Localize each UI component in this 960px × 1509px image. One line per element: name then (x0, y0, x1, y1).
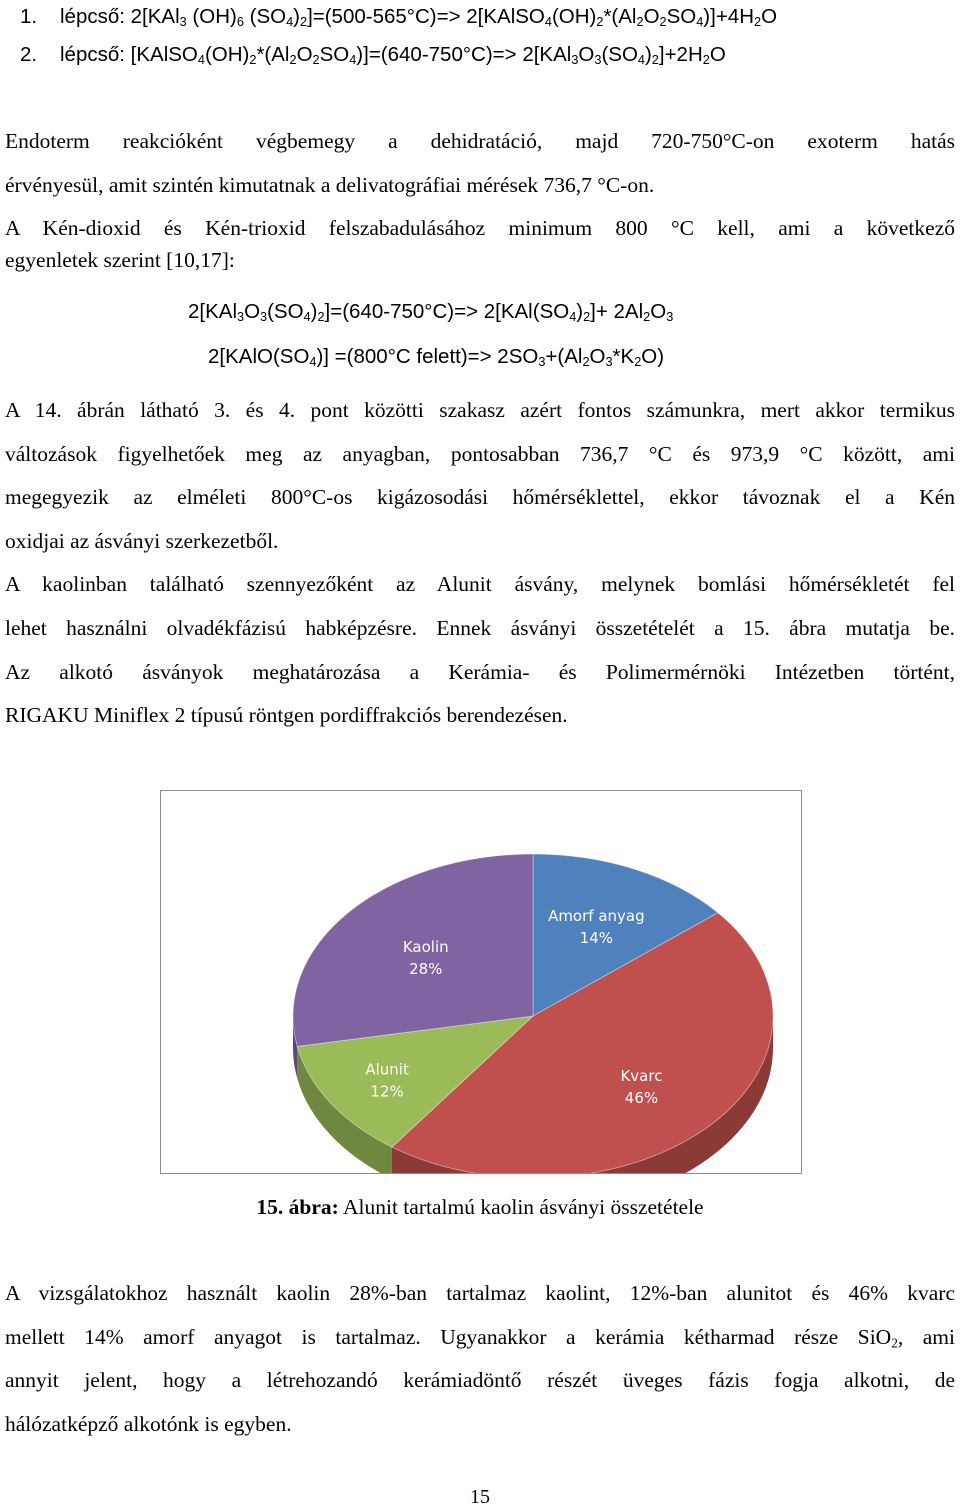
text-line: Endoterm reakcióként végbemegy a dehidratáció, majd 720-750°C-on exoterm hatás (5, 129, 955, 153)
text-line: Az alkotó ásványok meghatározása a Kerámia- és Polimermérnöki Intézetben történt, (5, 659, 955, 684)
text-line: A Kén-dioxid és Kén-trioxid felszabadulásához minimum 800 °C kell, ami a következő (5, 216, 955, 240)
step-2 (20, 43, 726, 67)
step-number: 2. (20, 43, 38, 66)
equation-1: $2[KAl_3O_3(SO_4)_2]=(640-750^\circ C)=> 2[KAl(SO_4)_2]+ 2Al_2O_3$ (188, 300, 674, 325)
text-line: oxidjai az ásványi szerkezetből. (5, 528, 279, 553)
text-line: A 14. ábrán látható 3. és 4. pont közötti szakasz azért fontos számunkra, mert akkor termikus (5, 398, 955, 422)
paragraph-ken-oxid (5, 207, 955, 282)
paragraph-endoterm (5, 120, 955, 207)
slice-label-kaolin: Kaolin (402, 938, 449, 957)
text-line: egyenletek szerint [10,17]: (5, 247, 235, 272)
text-line: RIGAKU Miniflex 2 típusú röntgen pordiffrakciós berendezésen. (5, 703, 568, 728)
slice-label-amorf-anyag: Amorf anyag (548, 907, 645, 926)
text-line: érvényesül, amit szintén kimutatnak a delivatográfiai mérések 736,7 °C-on. (5, 172, 655, 197)
slice-value-amorf-anyag: 14% (579, 929, 614, 948)
text-line: mellett 14% amorf anyagot is tartalmaz. Ugyanakkor a kerámia kétharmad része SiO$_2$, ami (5, 1324, 955, 1350)
step-formula: lépcső: 2[KAl$_3$ $(OH)_6$ $(SO_4)_2]=(500-565^\circ C)=>$ $2[KAlSO_4(OH)_2*(Al_2O_2SO_4)]+4H_2O$ (60, 5, 778, 30)
figure-caption (0, 1194, 960, 1220)
step-formula: lépcső: $[KAlSO_4(OH)_2*(Al_2O_2SO_4)]=(640-750^\circ C)=> 2[KAl_3O_3(SO_4)_2]+2H_2O$ (60, 43, 726, 68)
text-line: megegyezik az elméleti 800°C-os kigázosodási hőmérséklettel, ekkor távoznak el a Kén (5, 485, 955, 510)
paragraph-main (5, 389, 955, 738)
slice-label-alunit: Alunit (365, 1060, 409, 1079)
text-line: hálózatképző alkotónk is egyben. (5, 1411, 292, 1436)
step-1 (20, 5, 777, 29)
text-line: A vizsgálatokhoz használt kaolin 28%-ban tartalmaz kaolint, 12%-ban alunitot és 46% kvarc (5, 1281, 955, 1305)
text-line: A kaolinban található szennyezőként az Alunit ásvány, melynek bomlási hőmérsékletét fel (5, 572, 955, 597)
page-number: 15 (470, 1486, 490, 1508)
caption-text: Alunit tartalmú kaolin ásványi összetétele (338, 1195, 704, 1219)
slice-value-kaolin: 28% (409, 960, 443, 979)
slice-label-kvarc: Kvarc (620, 1066, 663, 1085)
text-line: változások figyelhetőek meg az anyagban, pontosabban 736,7 °C és 973,9 °C között, ami (5, 441, 955, 466)
caption-number: 15. ábra: (256, 1195, 339, 1219)
text-line: annyit jelent, hogy a létrehozandó kerámiadöntő részét üveges fázis fogja alkotni, de (5, 1368, 955, 1393)
equation-2: $2[KAlO(SO_4)] =(800^\circ C$ felett)=> $2SO_3+(Al_2O_3*K_2O)$ (208, 345, 665, 370)
step-number: 1. (20, 5, 38, 28)
pie-chart (161, 791, 801, 1173)
paragraph-summary (5, 1272, 955, 1446)
slice-value-kvarc: 46% (624, 1088, 659, 1107)
pie-chart-frame (160, 790, 802, 1174)
slice-value-alunit: 12% (370, 1082, 404, 1101)
text-line: lehet használni olvadékfázisú habképzésre. Ennek ásványi összetételét a 15. ábra mutatja be. (5, 615, 955, 640)
